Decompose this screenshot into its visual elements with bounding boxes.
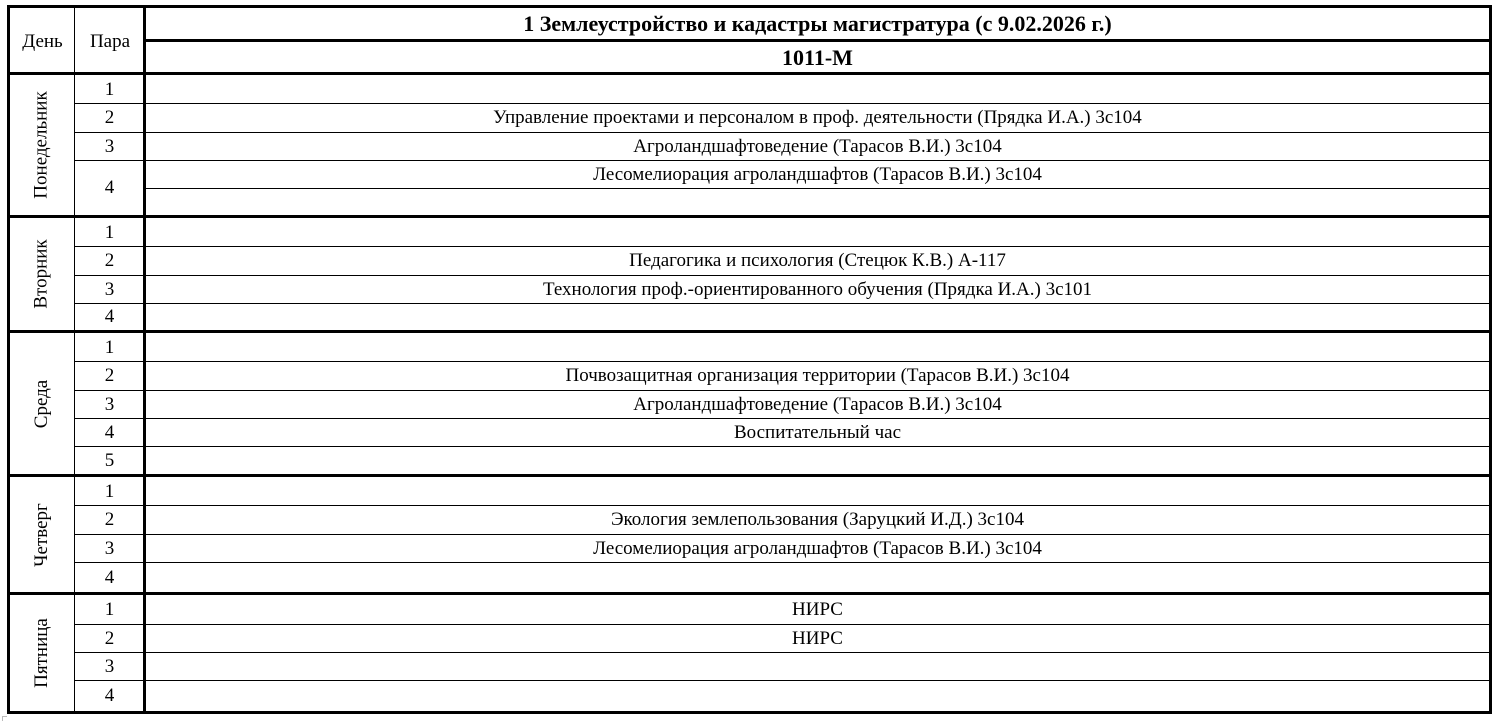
subject-cell (146, 303, 1489, 330)
subject-cell (146, 218, 1489, 246)
subject-cell (146, 477, 1489, 505)
subject-cell (146, 680, 1489, 711)
subject-cell: Управление проектами и персоналом в проф. деятельности (Прядка И.А.) 3с104 (493, 107, 1142, 128)
pair-number: 3 (104, 393, 115, 415)
subject-cell: Агроландшафтоведение (Тарасов В.И.) 3с104 (633, 393, 1002, 415)
day-label (10, 218, 74, 330)
day-name: Вторник (31, 239, 53, 309)
pair-number: 2 (104, 627, 115, 649)
subject-cell: НИРС (792, 599, 843, 620)
subject-cell: Агроландшафтоведение (Тарасов В.И.) 3с104 (633, 135, 1002, 157)
subject-cell: Лесомелиорация агроландшафтов (Тарасов В.И.) 3с104 (593, 163, 1042, 185)
title-divider (143, 39, 1492, 42)
header-day: День (22, 30, 63, 52)
pair-number: 1 (104, 480, 115, 502)
pair-number: 1 (104, 221, 115, 243)
pair-number: 2 (104, 107, 115, 128)
subject-cell (146, 446, 1489, 474)
pair-number: 4 (104, 306, 115, 327)
pair-number: 2 (104, 509, 115, 530)
subject-cell (146, 562, 1489, 592)
pair-number: 4 (104, 421, 115, 443)
pair-number: 4 (104, 566, 115, 588)
header-pair: Пара (89, 30, 131, 52)
pair-number: 3 (104, 537, 115, 559)
day-name: Пятница (31, 618, 53, 688)
day-label (10, 333, 74, 474)
table-title: 1 Землеустройство и кадастры магистратура (с 9.02.2026 г.) (523, 11, 1112, 36)
pair-number: 2 (104, 250, 115, 271)
subject-cell: Почвозащитная организация территории (Тарасов В.И.) 3с104 (565, 365, 1070, 386)
group-code: 1011-М (782, 45, 853, 70)
row-divider (146, 188, 1492, 189)
subject-cell (146, 75, 1489, 103)
day-name: Понедельник (31, 91, 53, 199)
day-name: Четверг (30, 502, 52, 567)
subject-cell: Экология землепользования (Заруцкий И.Д.) 3с104 (610, 509, 1024, 530)
pair-number: 3 (104, 278, 115, 300)
day-column-divider (74, 5, 75, 714)
day-label (10, 477, 74, 592)
subject-cell: Педагогика и психология (Стецюк К.В.) А-117 (629, 250, 1006, 271)
pair-number: 2 (104, 365, 115, 386)
subject-cell: НИРС (792, 627, 843, 649)
pair-number: 3 (104, 655, 115, 677)
pair-number: 1 (104, 78, 115, 100)
page-corner-mark (2, 716, 7, 721)
pair-number: 4 (104, 177, 115, 198)
subject-cell: Воспитательный час (733, 421, 902, 443)
subject-cell (146, 652, 1489, 680)
pair-number: 5 (104, 449, 115, 471)
subject-cell: Технология проф.-ориентированного обучения (Прядка И.А.) 3с101 (542, 278, 1093, 300)
day-label (10, 75, 74, 215)
pair-number: 3 (104, 135, 115, 157)
pair-number: 1 (104, 599, 115, 620)
day-name: Среда (31, 379, 52, 428)
subject-cell: Лесомелиорация агроландшафтов (Тарасов В.И.) 3с104 (593, 537, 1042, 559)
day-label (10, 595, 74, 711)
subject-cell (146, 333, 1489, 361)
pair-number: 1 (104, 336, 115, 358)
pair-number: 4 (104, 685, 115, 706)
